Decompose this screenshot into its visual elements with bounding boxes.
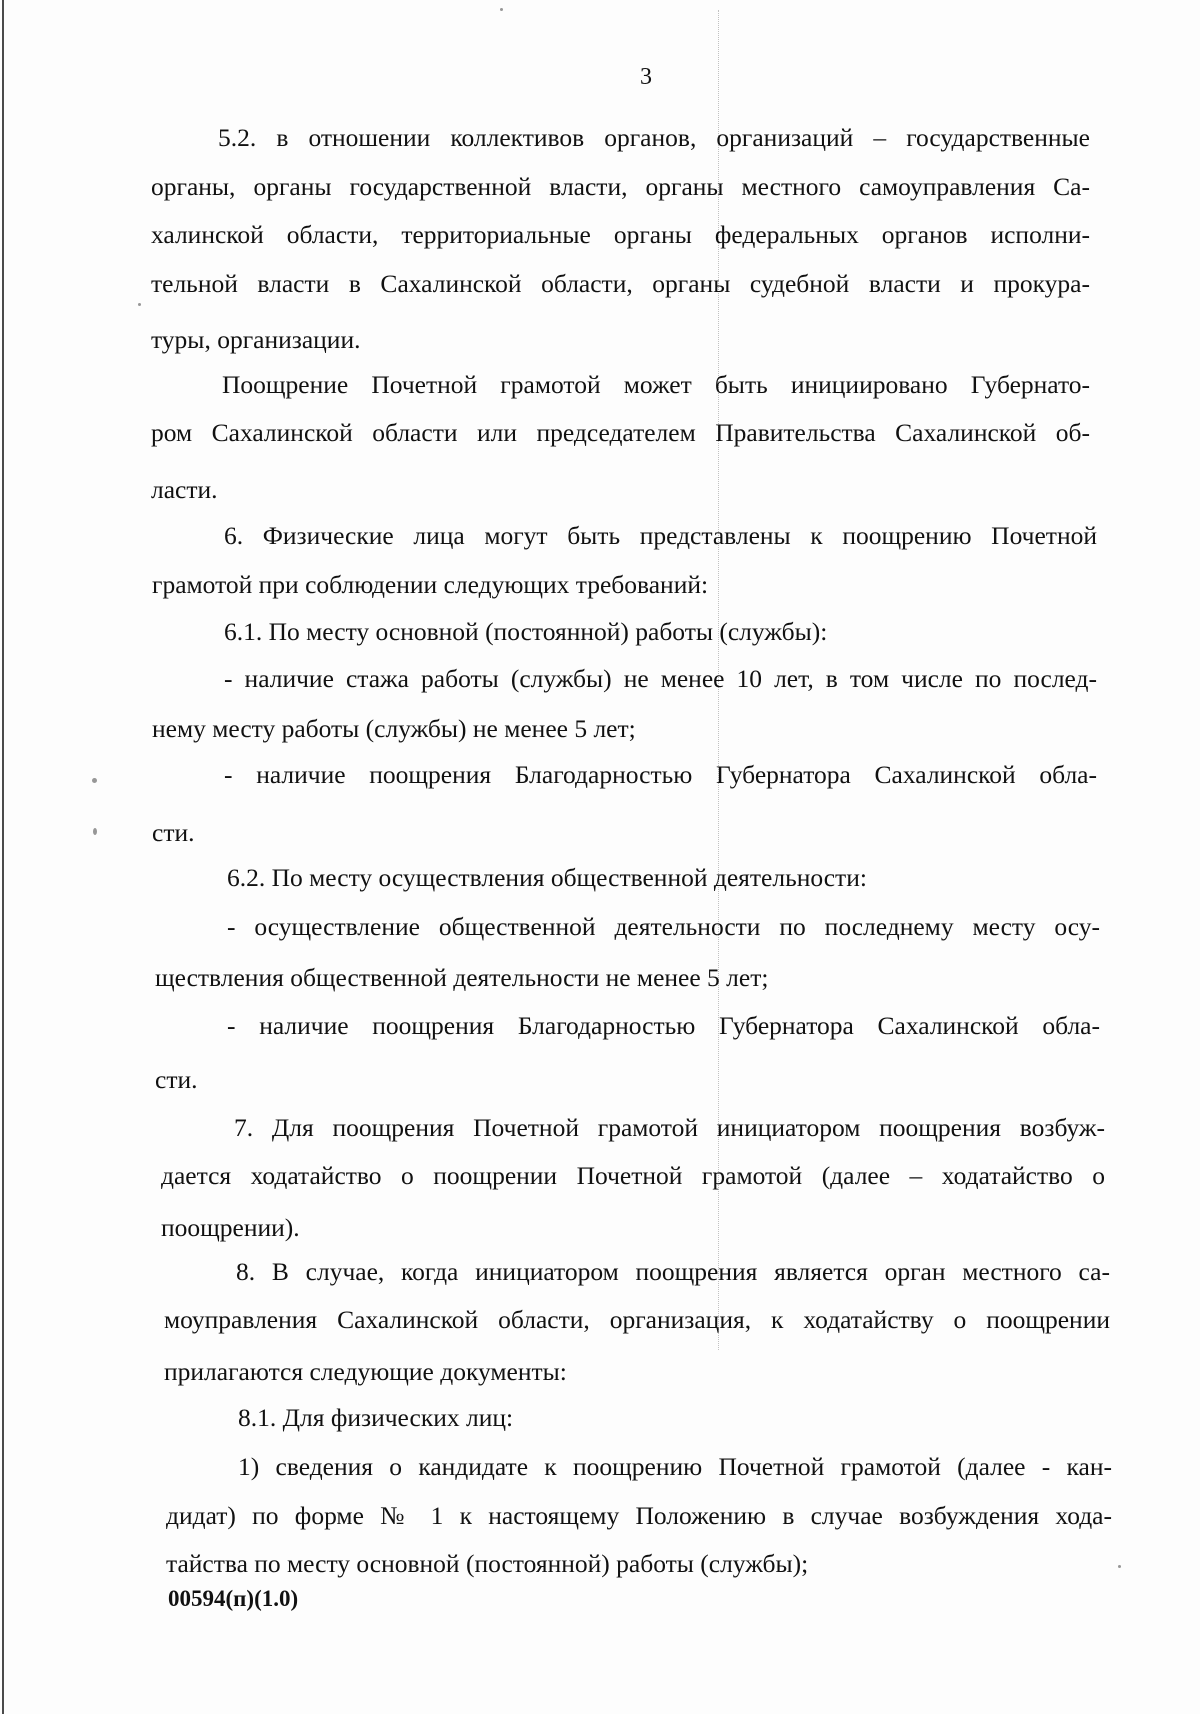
text-line: тайства по месту основной (постоянной) работы (службы); (166, 1549, 809, 1578)
document-code: 00594(п)(1.0) (168, 1586, 299, 1611)
text-line: 6.2. По месту осуществления общественной деятельности: (227, 863, 867, 892)
text-line: грамотой при соблюдении следующих требований: (152, 570, 709, 599)
scan-speck (138, 303, 141, 306)
text-line: - наличие поощрения Благодарностью Губернатора Сахалинской обла- (227, 1011, 1100, 1040)
text-line: халинской области, территориальные органы федеральных органов исполни- (151, 220, 1090, 249)
text-line: 5.2. в отношении коллективов органов, организаций – государственные (218, 123, 1090, 152)
text-line: тельной власти в Сахалинской области, органы судебной власти и прокура- (151, 269, 1090, 298)
text-line: - наличие поощрения Благодарностью Губернатора Сахалинской обла- (224, 760, 1097, 789)
text-line: - наличие стажа работы (службы) не менее 10 лет, в том числе по послед- (224, 664, 1097, 693)
text-line: 7. Для поощрения Почетной грамотой инициатором поощрения возбуж- (234, 1113, 1105, 1142)
text-line: ласти. (151, 475, 218, 504)
text-line: дидат) по форме № 1 к настоящему Положению в случае возбуждения хода- (166, 1501, 1112, 1530)
scan-speck (1118, 1565, 1121, 1568)
page-number: 3 (640, 64, 652, 90)
scan-edge-border (2, 0, 4, 1714)
text-line: сти. (152, 818, 195, 847)
scan-speck (93, 828, 97, 835)
text-line: нему месту работы (службы) не менее 5 лет; (152, 714, 636, 743)
text-line: 8.1. Для физических лиц: (238, 1403, 514, 1432)
scan-speck (500, 8, 503, 11)
text-line: органы, органы государственной власти, органы местного самоуправления Са- (151, 172, 1090, 201)
text-line: туры, организации. (151, 325, 361, 354)
text-line: - осуществление общественной деятельности по последнему месту осу- (227, 912, 1100, 941)
text-line: 8. В случае, когда инициатором поощрения является орган местного са- (236, 1257, 1110, 1286)
text-line: ществления общественной деятельности не менее 5 лет; (155, 963, 769, 992)
text-line: прилагаются следующие документы: (164, 1357, 567, 1386)
text-line: 6. Физические лица могут быть представлены к поощрению Почетной (224, 521, 1097, 550)
text-line: 1) сведения о кандидате к поощрению Почетной грамотой (далее - кан- (238, 1452, 1112, 1481)
text-line: дается ходатайство о поощрении Почетной грамотой (далее – ходатайство о (161, 1161, 1105, 1190)
text-line: моуправления Сахалинской области, организация, к ходатайству о поощрении (164, 1305, 1110, 1334)
text-line: 6.1. По месту основной (постоянной) работы (службы): (224, 617, 828, 646)
text-line: поощрении). (161, 1213, 300, 1242)
text-line: Поощрение Почетной грамотой может быть инициировано Губернато- (222, 370, 1090, 399)
text-line: ром Сахалинской области или председателем Правительства Сахалинской об- (151, 418, 1090, 447)
scan-speck (92, 778, 97, 783)
text-line: сти. (155, 1065, 198, 1094)
